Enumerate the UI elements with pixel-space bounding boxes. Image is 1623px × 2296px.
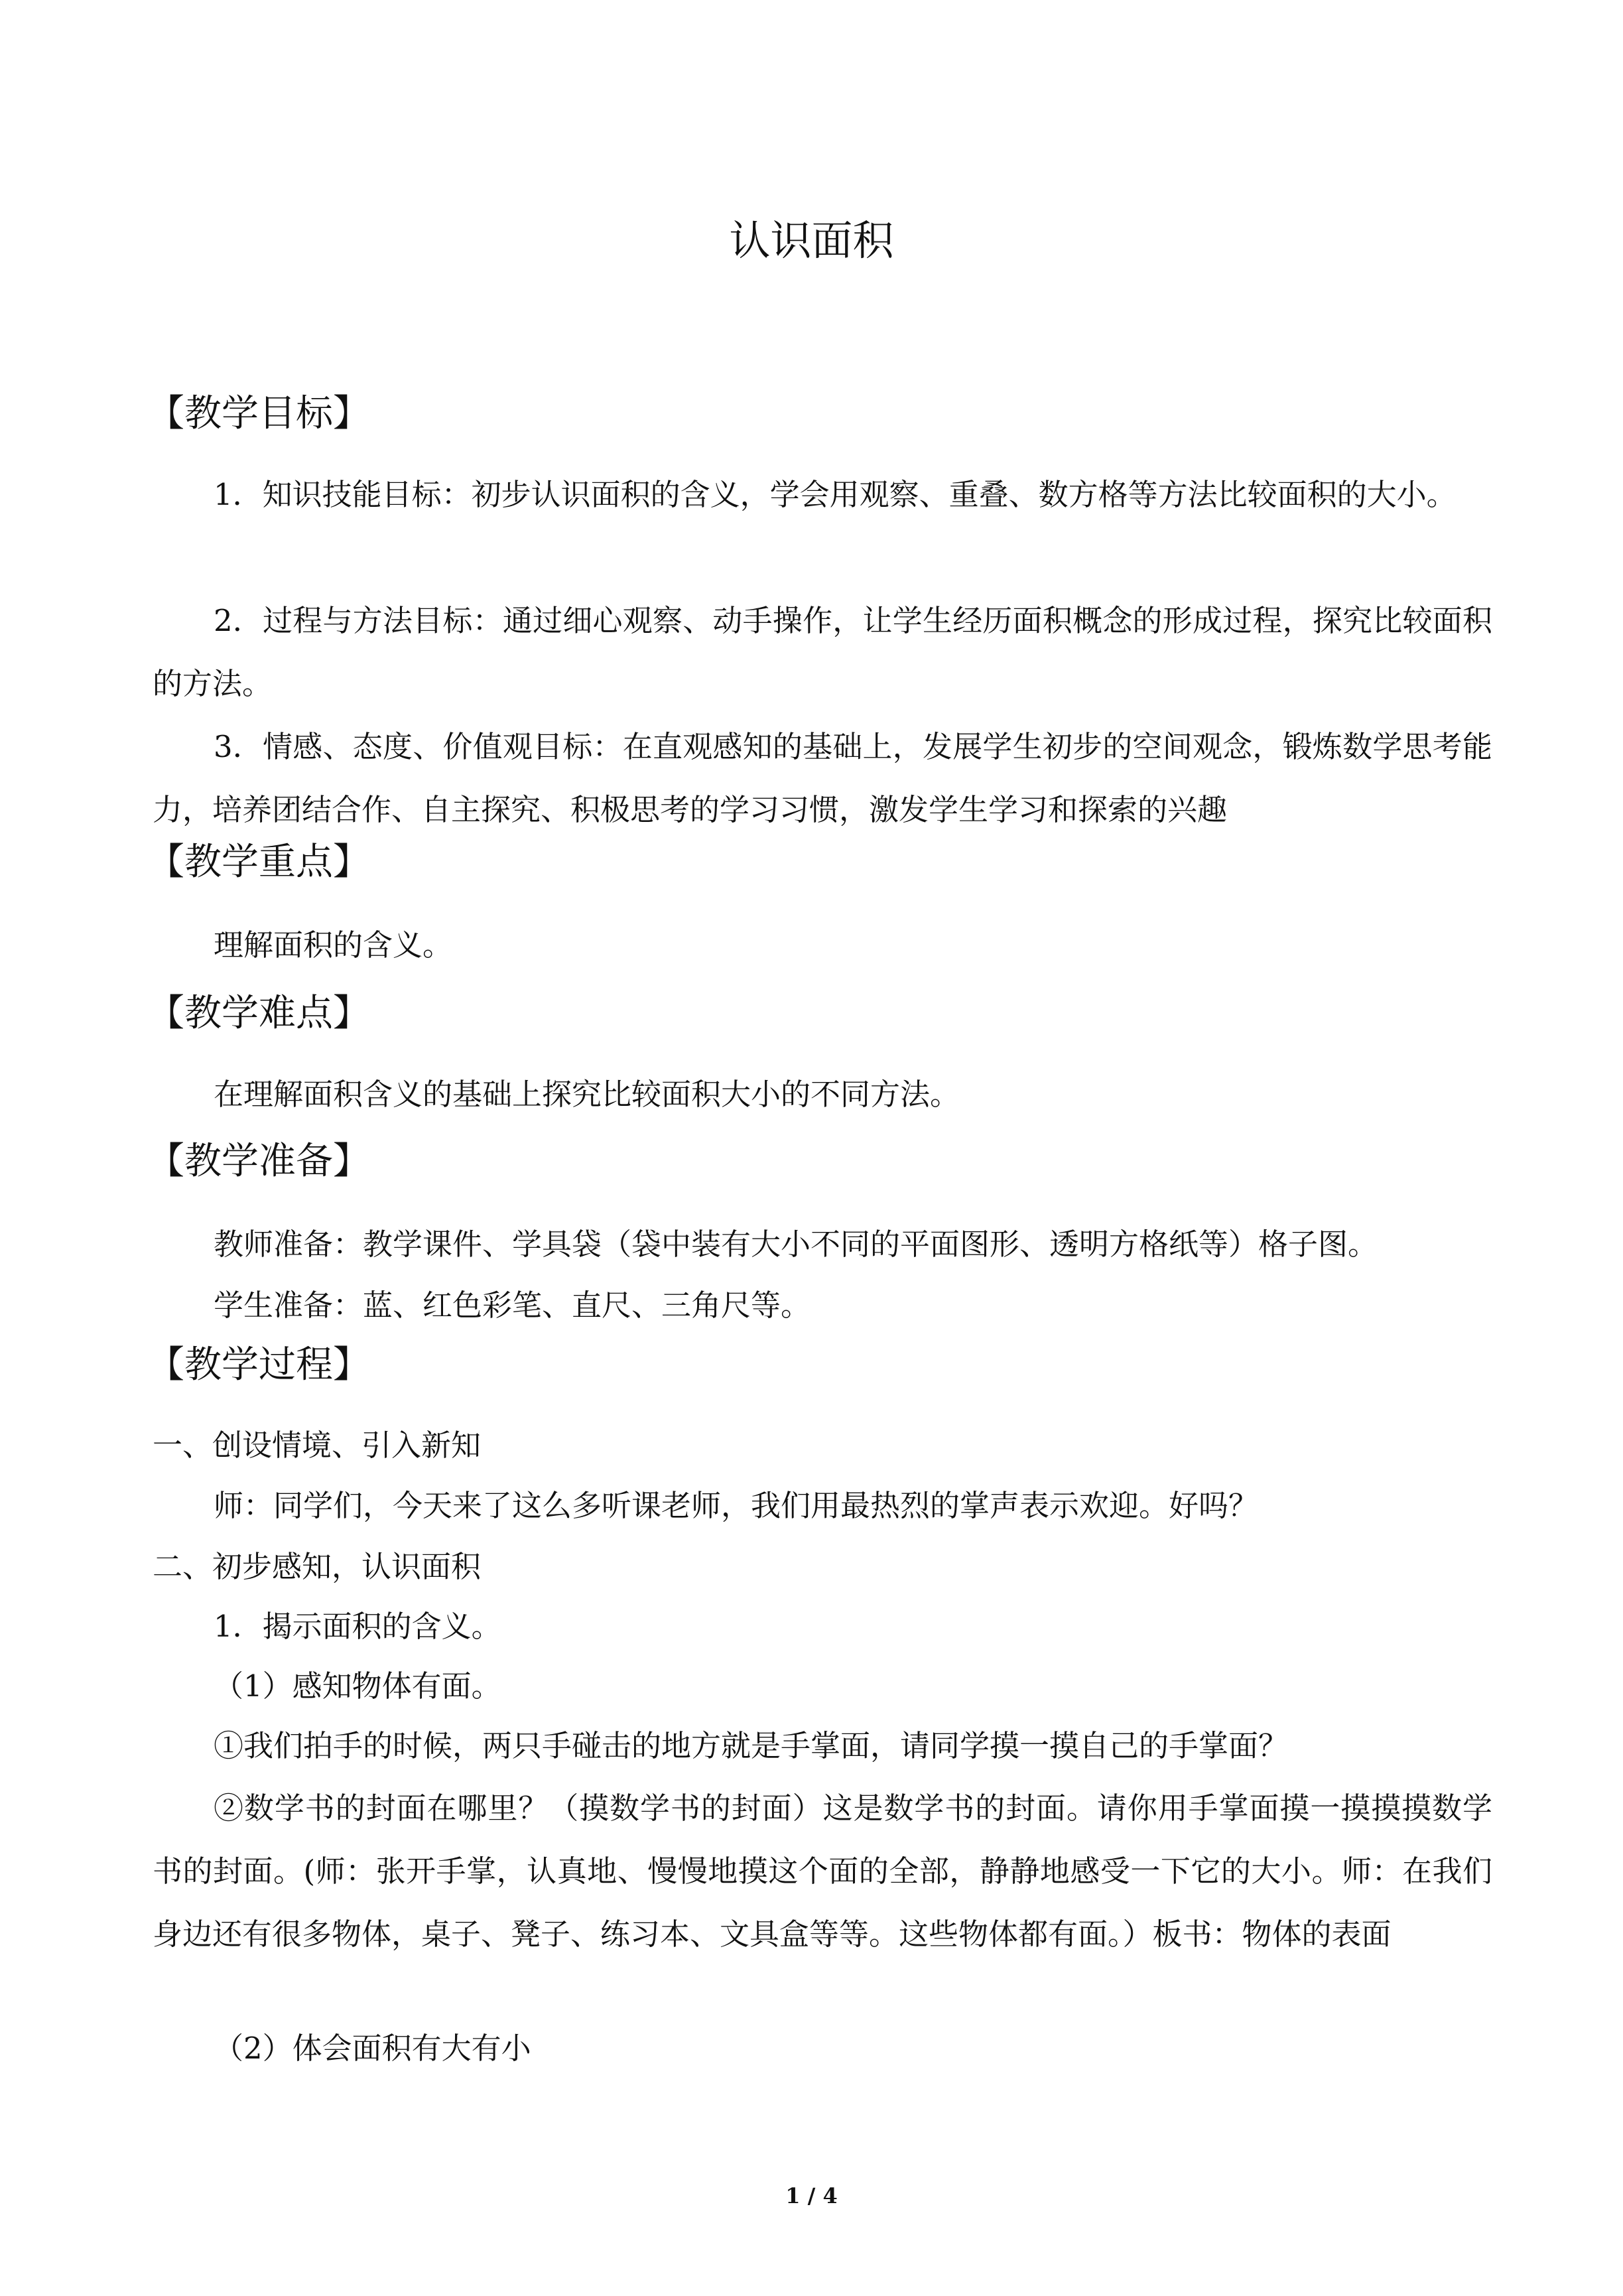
objective-3: 3．情感、态度、价值观目标：在直观感知的基础上，发展学生初步的空间观念，锻炼数学思考能力，培养团结合作、自主探究、积极思考的学习习惯，激发学生学习和探索的兴趣 (153, 729, 1492, 827)
sub-item-2: （2）体会面积有大有小 (214, 2031, 531, 2066)
objective-1: 1．知识技能目标：初步认识面积的含义，学会用观察、重叠、数方格等方法比较面积的大小。 (214, 477, 1457, 512)
page-number: 1 / 4 (785, 2183, 838, 2208)
item-1: 1．揭示面积的含义。 (214, 1609, 501, 1644)
heading-process: 【教学过程】 (147, 1343, 370, 1386)
circle-item-1: ①我们拍手的时候，两只手碰击的地方就是手掌面，请同学摸一摸自己的手掌面？ (214, 1728, 1289, 1763)
student-preparation: 学生准备：蓝、红色彩笔、直尺、三角尺等。 (214, 1288, 811, 1323)
heading-objectives: 【教学目标】 (147, 392, 370, 435)
heading-key-points: 【教学重点】 (147, 841, 370, 884)
section-2-title: 二、初步感知，认识面积 (153, 1549, 482, 1584)
heading-preparation: 【教学准备】 (147, 1140, 370, 1183)
section-1-text: 师：同学们，今天来了这么多听课老师，我们用最热烈的掌声表示欢迎。好吗？ (214, 1488, 1259, 1523)
key-point-text: 理解面积的含义。 (214, 927, 453, 963)
section-1-title: 一、创设情境、引入新知 (153, 1428, 482, 1463)
difficulty-text: 在理解面积含义的基础上探究比较面积大小的不同方法。 (214, 1077, 960, 1112)
heading-difficulties: 【教学难点】 (147, 992, 370, 1035)
page-title: 认识面积 (729, 216, 894, 265)
teacher-preparation: 教师准备：教学课件、学具袋（袋中装有大小不同的平面图形、透明方格纸等）格子图。 (214, 1227, 1378, 1262)
objective-2: 2．过程与方法目标：通过细心观察、动手操作，让学生经历面积概念的形成过程，探究比较面积的方法。 (153, 603, 1492, 701)
sub-item-1: （1）感知物体有面。 (214, 1668, 501, 1704)
circle-item-2: ②数学书的封面在哪里？（摸数学书的封面）这是数学书的封面。请你用手掌面摸一摸摸摸数学书的封面。(师：张开手掌，认真地、慢慢地摸这个面的全部，静静地感受一下它的大小。师：在我们身边还有很多物体，桌子、凳子、练习本、文具盒等等。这些物体都有面。）板书：物体的表面 (153, 1790, 1492, 1952)
